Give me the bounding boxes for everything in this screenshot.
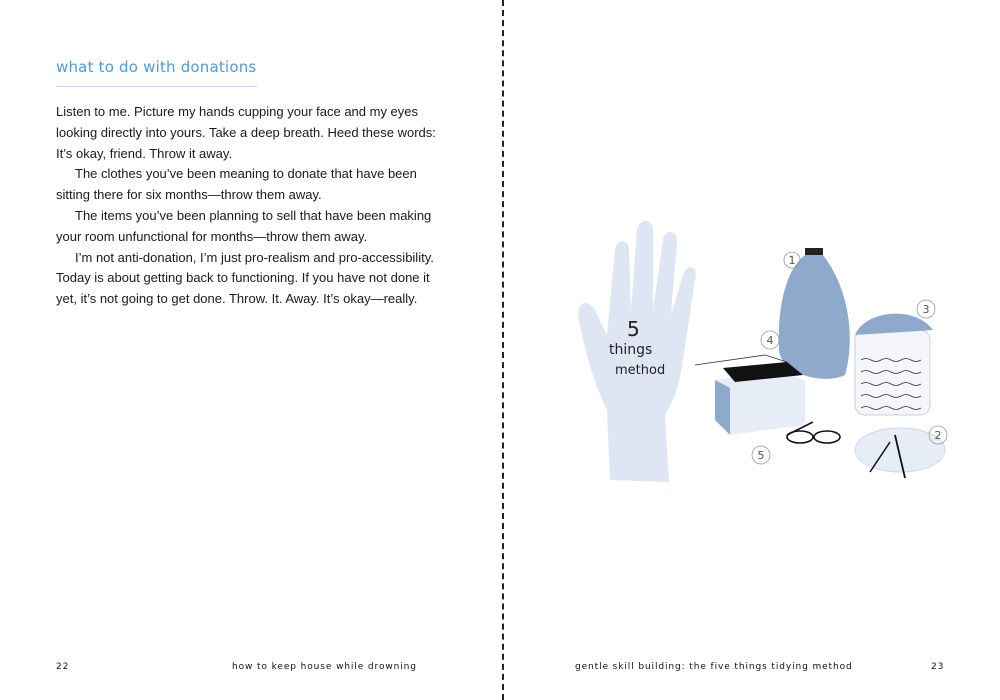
five-things-illustration xyxy=(565,210,965,500)
text-line: sitting there for six months—throw them away. xyxy=(56,187,322,203)
label-2: 2 xyxy=(934,429,942,442)
section-heading: what to do with donations xyxy=(56,58,257,76)
text-line: Listen to me. Picture my hands cupping your face and my eyes xyxy=(56,104,419,119)
text-line: Today is about getting back to functioning. If you have not done it xyxy=(56,270,430,286)
page-number-right: 23 xyxy=(931,662,945,672)
text-line: yet, it’s not going to get done. Throw. It. Away. It’s okay—really. xyxy=(56,291,418,307)
text-line: The clothes you’ve been meaning to donate that have been xyxy=(75,166,417,182)
label-5: 5 xyxy=(757,449,765,462)
laundry-basket-illustration xyxy=(855,314,933,415)
page-number-left: 22 xyxy=(56,662,70,672)
label-1: 1 xyxy=(788,254,796,267)
heading-underline xyxy=(56,86,257,87)
running-head-left: how to keep house while drowning xyxy=(232,662,417,672)
running-head-right: gentle skill building: the five things tidying method xyxy=(575,662,853,672)
body-text xyxy=(56,102,436,310)
text-line: It’s okay, friend. Throw it away. xyxy=(56,145,233,161)
text-line: I’m not anti-donation, I’m just pro-realism and pro-accessibility. xyxy=(75,249,434,265)
hand-text-things: things xyxy=(609,342,653,358)
plate-illustration xyxy=(855,428,945,478)
page-spine-divider xyxy=(502,0,504,700)
text-line: looking directly into yours. Take a deep breath. Heed these words: xyxy=(56,124,436,140)
right-page xyxy=(505,0,1000,700)
cardboard-box-illustration xyxy=(695,355,805,435)
label-3: 3 xyxy=(922,303,930,316)
label-4: 4 xyxy=(766,334,774,347)
hand-text-method: method xyxy=(615,363,666,378)
text-line: your room unfunctional for months—throw them away. xyxy=(56,228,368,244)
text-line: The items you’ve been planning to sell that have been making xyxy=(75,207,432,223)
hand-text-5: 5 xyxy=(627,317,640,341)
